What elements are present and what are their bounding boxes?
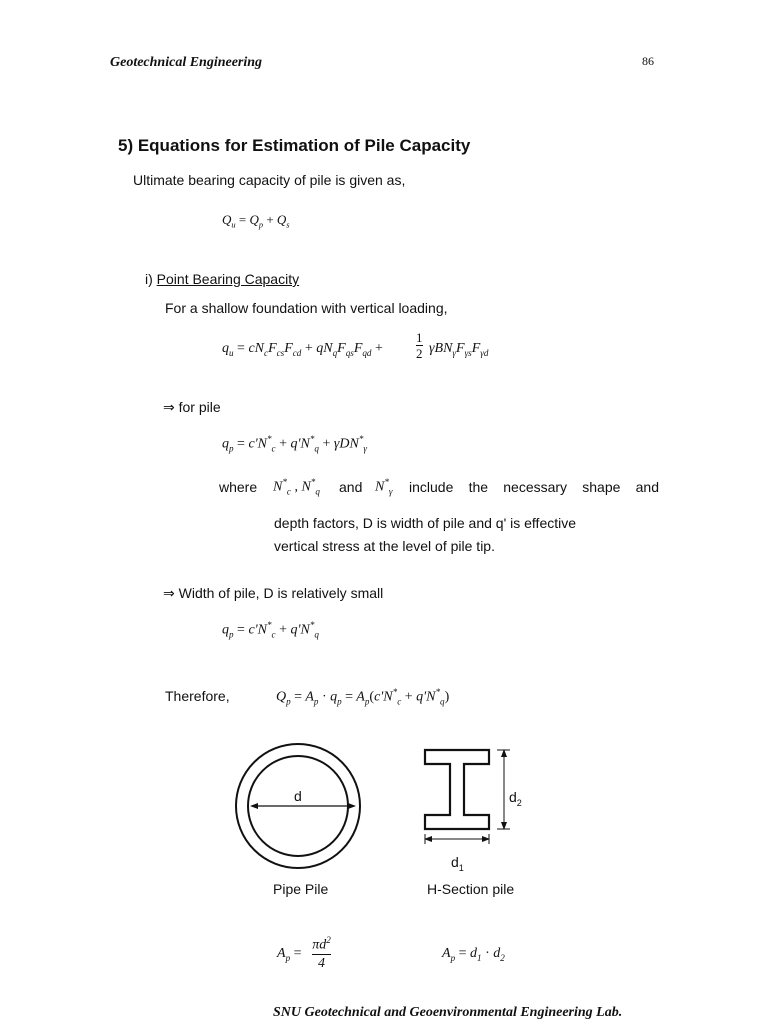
running-header-title: Geotechnical Engineering <box>110 55 263 70</box>
equation-pile-tip-simplified: $q_p = c'N^*_c + q'N^*_q$ <box>222 620 319 640</box>
for-pile-line: ⇒ for pile <box>163 399 221 415</box>
equation-area-h-section: $A_p = d_1 \cdot d_2$ <box>442 946 505 963</box>
pipe-pile-diagram <box>236 744 360 868</box>
equation-point-load: $Q_p = A_p \cdot q_p = A_p(c'N^*_c + q'N^*_q)$ <box>276 687 450 707</box>
equation-shallow-foundation: $q_u = cN_cF_{cs}F_{cd} + qN_qF_{qs}F_{qd}$ + <box>222 341 383 358</box>
equation-pile-tip: $q_p = c'N^*_c + q'N^*_q + \gamma DN^*_\gamma$ <box>222 434 367 454</box>
equation-shallow-gamma-term: $\gamma BN_\gamma F_{\gamma s}F_{\gamma d}$ <box>429 341 489 358</box>
factors-text-line-1: include the necessary shape and <box>409 479 659 495</box>
width-small-line: ⇒ Width of pile, D is relatively small <box>163 585 384 601</box>
therefore-label: Therefore, <box>165 688 230 704</box>
equation-area-pipe-lhs: $A_p$ = <box>277 946 302 963</box>
implies-arrow-icon: ⇒ <box>163 399 175 415</box>
equation-ultimate-capacity: $Q_u = Q_p + Q_s$ <box>222 212 290 230</box>
intro-text: Ultimate bearing capacity of pile is given as, <box>133 172 406 188</box>
fraction-one-half: 1 2 <box>416 330 423 361</box>
equation-area-pipe-fraction: $\pi d^2$ 4 <box>312 935 331 971</box>
implies-arrow-icon: ⇒ <box>163 585 175 601</box>
shallow-foundation-text: For a shallow foundation with vertical loading, <box>165 300 448 316</box>
bearing-factors-nc-nq: $N^*_c$ , $N^*_q$ <box>273 477 320 497</box>
subsection-heading: i) Point Bearing Capacity <box>145 271 300 287</box>
h-section-diagram <box>424 749 510 844</box>
pipe-pile-caption: Pipe Pile <box>273 881 329 897</box>
factors-text-line-2: depth factors, D is width of pile and q' is effective <box>274 515 577 531</box>
section-heading: 5) Equations for Estimation of Pile Capacity <box>118 136 471 155</box>
pile-cross-sections-figure <box>230 740 550 890</box>
subsection-title: Point Bearing Capacity <box>156 271 300 287</box>
pipe-diameter-label: d <box>294 788 302 804</box>
h-section-caption: H-Section pile <box>427 881 515 897</box>
h-section-height-label: $d_2$ <box>509 789 522 808</box>
page-number: 86 <box>642 54 654 68</box>
h-section-width-label: $d_1$ <box>451 854 464 873</box>
factors-text-line-3: vertical stress at the level of pile tip. <box>274 538 495 554</box>
and-label: and <box>339 479 363 495</box>
bearing-factor-ngamma: $N^*_\gamma$ <box>375 477 393 497</box>
footer-lab-name: SNU Geotechnical and Geoenvironmental Engineering Lab. <box>273 1005 623 1020</box>
where-label: where <box>219 479 258 495</box>
